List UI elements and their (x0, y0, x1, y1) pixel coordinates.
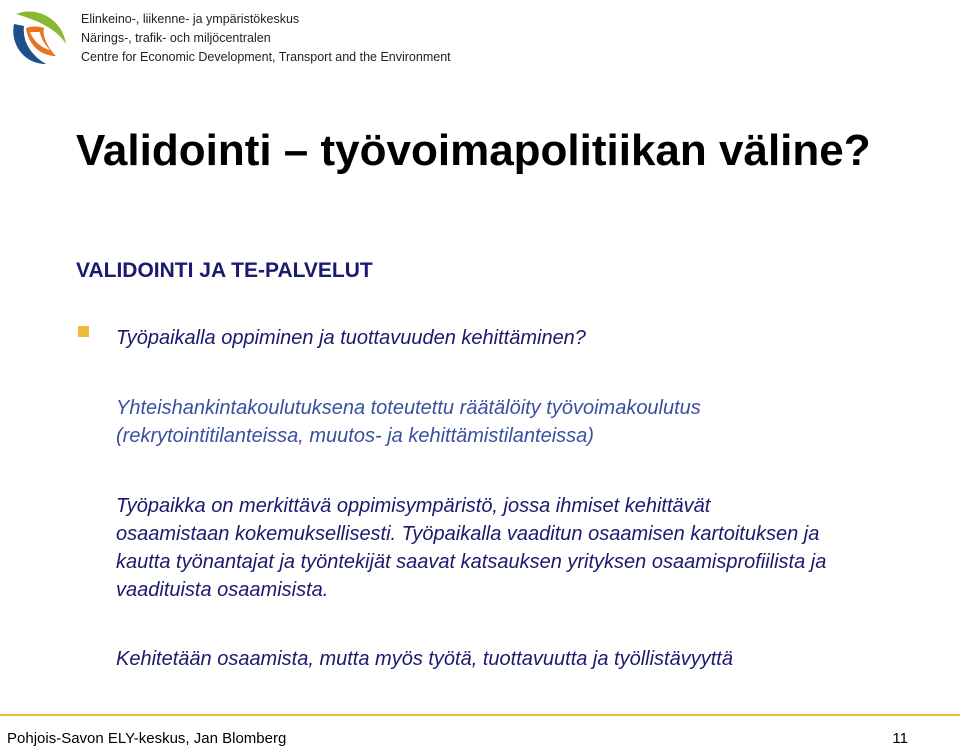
org-name-swedish: Närings-, trafik- och miljöcentralen (81, 31, 271, 45)
organization-name (81, 10, 451, 67)
org-name-finnish: Elinkeino-, liikenne- ja ympäristökeskus (81, 12, 300, 26)
paragraph-line: vaadituista osaamisista. (116, 579, 329, 601)
org-name-english: Centre for Economic Development, Transport and the Environment (81, 50, 451, 64)
bullet-text: Työpaikalla oppiminen ja tuottavuuden kehittäminen? (116, 327, 586, 349)
footer-divider (0, 714, 960, 716)
paragraph-workplace-learning (116, 492, 826, 604)
page-number: 11 (892, 730, 908, 747)
ely-centre-logo-icon (6, 4, 70, 68)
slide-title: Validointi – työvoimapolitiikan väline? (76, 126, 871, 175)
paragraph-line: osaamistaan kokemuksellisesti. Työpaikalla vaaditun osaamisen kartoituksen ja (116, 523, 820, 545)
paragraph-line: Yhteishankintakoulutuksena toteutettu räätälöity työvoimakoulutus (116, 397, 701, 419)
paragraph-joint-procurement (116, 394, 701, 450)
slide-subtitle: VALIDOINTI JA TE-PALVELUT (76, 259, 373, 282)
paragraph-line: kautta työnantajat ja työntekijät saavat katsauksen yrityksen osaamisprofiilista ja (116, 551, 827, 573)
footer-author: Pohjois-Savon ELY-keskus, Jan Blomberg (7, 730, 287, 747)
paragraph-line: Työpaikka on merkittävä oppimisympäristö, jossa ihmiset kehittävät (116, 495, 711, 517)
bullet-square-icon (78, 326, 89, 337)
paragraph-conclusion: Kehitetään osaamista, mutta myös työtä, tuottavuutta ja työllistävyyttä (116, 648, 733, 670)
paragraph-line: (rekrytointitilanteissa, muutos- ja kehittämistilanteissa) (116, 425, 594, 447)
